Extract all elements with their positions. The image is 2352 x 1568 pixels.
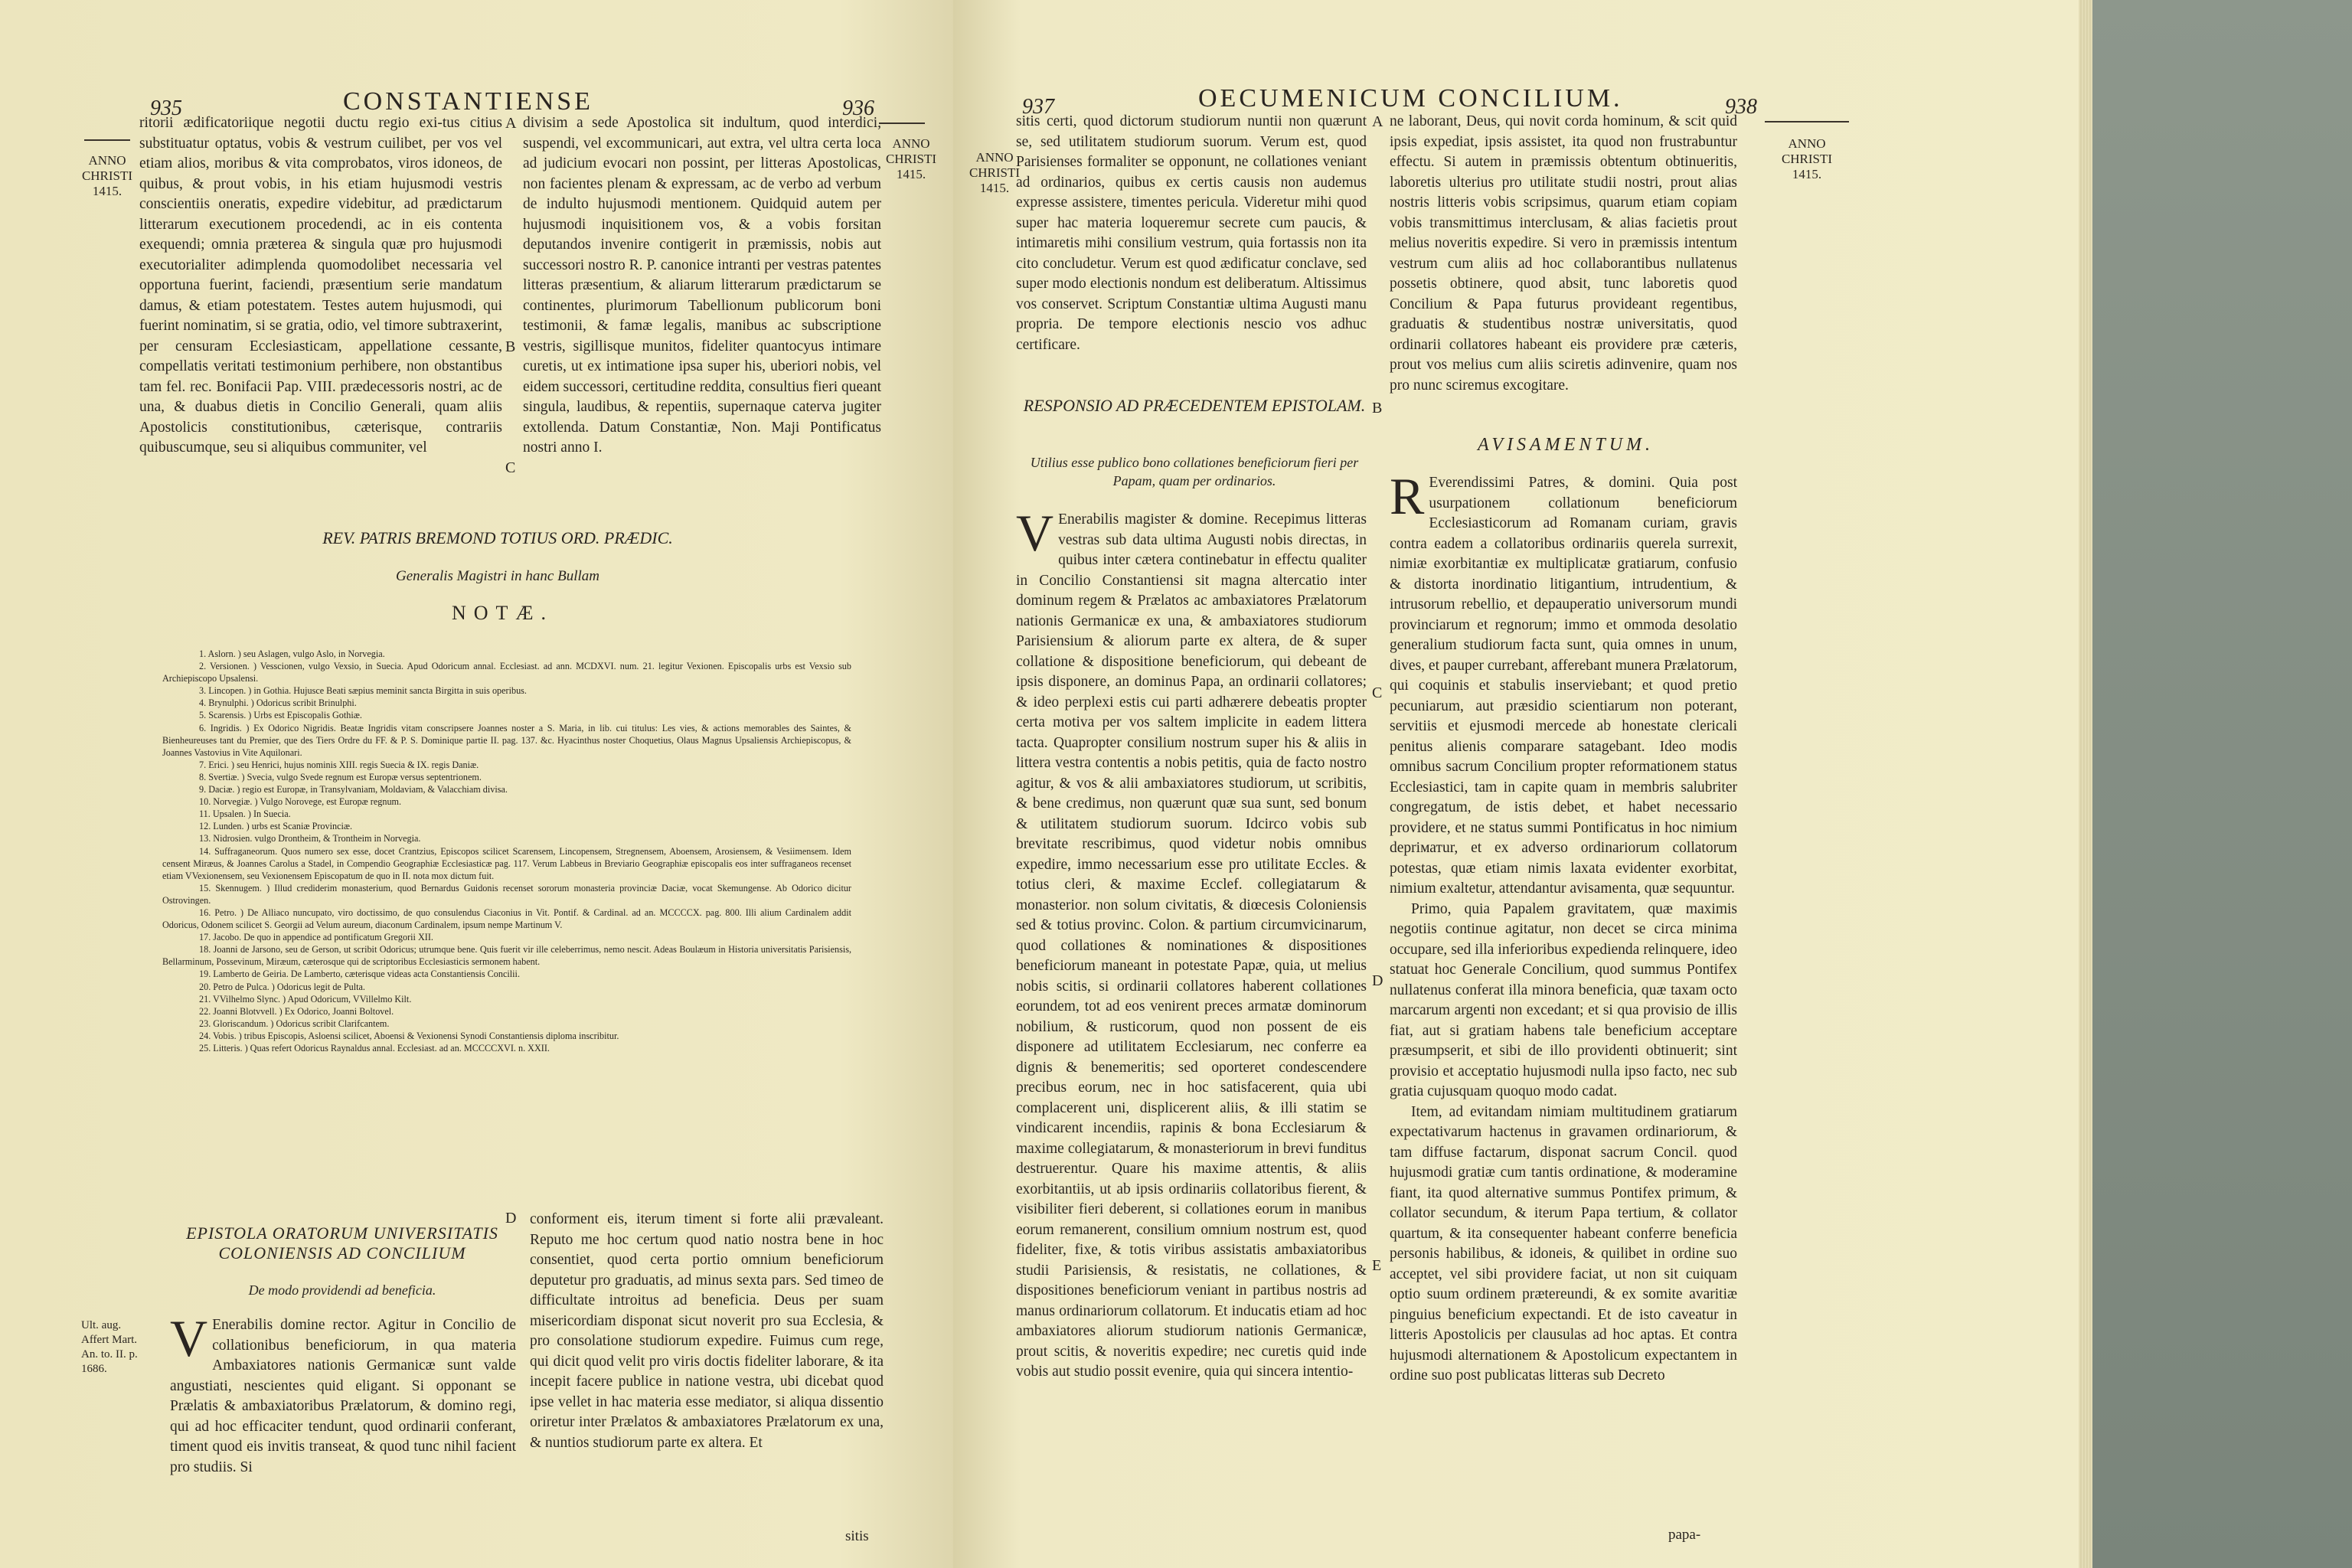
responsio-subheading: Utilius esse publico bono collationes beneficiorum fieri per Papam, quam per ordinarios. bbox=[1030, 455, 1359, 488]
column-letter-d: D bbox=[1372, 972, 1383, 989]
avisamentum-heading: AVISAMENTUM. bbox=[1477, 435, 1655, 455]
note-item: 25. Litteris. ) Quas refert Odoricus Raynaldus annal. Ecclesiast. ad an. MCCCCXVI. n. XXII. bbox=[199, 1043, 550, 1054]
epistola-margin-reference: Ult. aug. Affert Mart. An. to. II. p. 1686. bbox=[81, 1319, 138, 1375]
note-item: 1. Aslorn. ) seu Aslagen, vulgo Aslo, in Norvegia. bbox=[199, 648, 385, 659]
column-letter-c: C bbox=[505, 459, 516, 476]
avisamentum-paragraph-1-text: Everendissimi Patres, & domini. Quia post usurpationem collationum beneficiorum Ecclesiasticorum ad Romanam curiam, gravis contra eadem a collatoribus ordinariis querela surrexit, nimiæ exorbitantiæ ex multiplicatæ gratiarum, confusio & distorta inordinatio litigantium, intrudentium, & intrusorum rebellio, et depauperatio universorum mundi provinciarum et regnorum; immo et ommoda desolatio generalium studiorum facta sunt, quia omnes in unum, dives, et pauper currebant, afferebant munera Prælatorum, qui coquinis et stabulis inserviebant; et quod pretio pecuniarum, aut præsidio scientiarum non poterant, servitiis et ejusmodi mercede ab honestate clericali penitus alienis comparare satagebant. Ideo modis omnibus sacrum Concilium propter reformationem status Ecclesiastici, tam in capite quam in membris salubriter congregatum, de istis debet, et habet necessario providere, et ne status summi Pontificatus in hoc nimium depriматur, et ex adverso ordinariorum collatorum potestas, quæ etiam nimis laxata evidenter exorbitat, nimium exaltetur, attendantur avisamenta, quæ sequuntur. bbox=[1390, 475, 1737, 897]
right-page-number-937: 937 bbox=[1022, 95, 1054, 119]
left-col1-text: ritorii ædificatoriique negotii ductu regio exi-tus citius substituatur optatus, vobis & vestrum cuilibet, per vos vel etiam alios, moribus & vita comprobatos, viros idoneos, de quibus, & prout vobis, in his etiam hujusmodi vestris conscientiis oneratis, expedire videbitur, ad prædictarum litterarum executionem procedendi, ac in eis contenta exequendi; omnia præterea & singula quæ pro hujusmodi executorialiter adimplenda quomodolibet necessaria vel opportuna fuerint, faciendi, præsentium serie mandatum damus, & etiam potestatem. Testes autem hujusmodi, qui fuerint nominatim, si se gratia, odio, vel timore subtraxerint, per censuram Ecclesiasticam, appellatione cessante, compellatis veritati testimonium perhibere, non obstantibus tam fel. rec. Bonifacii Pap. VIII. prædecessoris nostri, ac de una, & duabus dietis in Concilio Generali, quam aliis Apostolicis constitutionibus, cæterisque, contrariis quibuscumque, seu si aliquibus communiter, vel bbox=[139, 115, 502, 456]
catchword-papa: papa- bbox=[1668, 1527, 1701, 1543]
book-cover bbox=[2092, 0, 2352, 1568]
column-letter-a: A bbox=[505, 115, 517, 132]
margin-rule bbox=[84, 139, 130, 141]
note-item: 16. Petro. ) De Alliaco nuncupato, viro doctissimo, de quo consulendus Ciaconius in Vit. Pontif. & Cardinal. ad an. MCCCCX. pag. 800. Illi alium Cardinalem addit Odoricus, Odonem scilicet S. Georgii ad Velum aureum, diaconum Cardinalem, ipsum nempe Martinum V. bbox=[162, 906, 851, 931]
note-item: 20. Petro de Pulca. ) Odoricus legit de Pulta. bbox=[199, 981, 365, 992]
note-item: 8. Svertiæ. ) Svecia, vulgo Svede regnum est Europæ versus septentrionem. bbox=[199, 771, 482, 782]
margin-anno-christi-right: ANNO CHRISTI 1415. bbox=[885, 136, 937, 181]
epistola-subheading: De modo providendi ad beneficia. bbox=[248, 1282, 436, 1298]
running-header-constantiense: CONSTANTIENSE bbox=[343, 87, 593, 116]
left-col2-text: divisim a sede Apostolica sit indultum, quod interdici, suspendi, vel excommunicari, aut extra, vel ultra certa loca ad judicium evocari non possint, per litteras Apostolicas, non facientes plenam & expressam, ac de verbo ad verbum de indulto hujusmodi mentionem. Quidquid autem per hujusmodi inquisitionem vos, & a vobis forsitan deputandos invenire contigerit in præmissis, nobis aut successori nostro R. P. canonice intranti per vestras patentes litteras præsentium, & aliarum litterarum prædictarum se continentes, plurimorum Tabellionum publicorum boni testimonii, & famæ legalis, manibus ac subscriptione vestris, sigillisque munitos, fideliter quantocyus intimare curetis, ut ex intimatione ipsa super his, uberiori nobis, vel eidem successori, certitudine reddita, consultius fieri queant singula, laudibus, & repentiis, supernaque caterva jugiter extollenda. Datum Constantiæ, Non. Maji Pontificatus nostri anno I. bbox=[523, 115, 881, 456]
margin-anno-christi-left: ANNO CHRISTI 1415. bbox=[969, 150, 1021, 195]
column-letter-b: B bbox=[1372, 400, 1383, 416]
dropcap-r: R bbox=[1390, 473, 1425, 525]
catchword-sitis: sitis bbox=[845, 1528, 869, 1544]
avisamentum-text bbox=[1390, 473, 1737, 1514]
note-item: 12. Lunden. ) urbs est Scaniæ Provinciæ. bbox=[199, 821, 353, 832]
right-col2-text: ne laborant, Deus, qui novit corda hominum, & scit quid ipsis expediat, ipsis assistet, ita quod non frustrabuntur effectu. Si autem in præmissis obtentum obtinueritis, laboretis ulterius pro utilitate studii nostri, prout alias nostris litteris vobis scripsimus, quarum etiam copiam vobis transmittimus interclusam, & alias facietis prout melius noveritis expedire. Si vero in præmissis intentum vestrum cum aliis ad hoc collaborantibus nullatenus possetis obtinere, quod absit, tunc laboretis quod Concilium & Papa futurus provideant regentibus, graduatis & studentibus nostræ universitatis, quod ordinarii collatores habeant eis providere præ cæteris, prout vos melius cum aliis sciretis adinvenire, quam nos pro nunc sciremus excogitare. bbox=[1390, 113, 1737, 394]
note-item: 4. Brynulphi. ) Odoricus scribit Brinulphi. bbox=[199, 697, 357, 709]
note-item: 23. Gloriscandum. ) Odoricus scribit Clarifcantem. bbox=[199, 1018, 390, 1029]
responsio-heading: RESPONSIO AD PRÆCEDENTEM EPISTOLAM. bbox=[1023, 396, 1366, 415]
note-item: 13. Nidrosien. vulgo Drontheim, & Trontheim in Norvegia. bbox=[199, 833, 421, 844]
right-page-number-938: 938 bbox=[1725, 95, 1757, 119]
note-item: 5. Scarensis. ) Urbs est Episcopalis Gothiæ. bbox=[199, 710, 362, 721]
note-item: 3. Lincopen. ) in Gothia. Hujusce Beati sæpius meminit sancta Birgitta in suis operibus. bbox=[199, 685, 527, 697]
avisamentum-paragraph-2: Primo, quia Papalem gravitatem, quæ maximis negotiis continue agitatur, non decet se circa minima occupare, sed illa inferioribus expedienda relinquere, ideo statuat hoc Generale Concilium, quod summus Pontifex nullatenus conferat illa minora beneficia, quæ taxam octo marcarum argenti non excedant; et si qua provisio de illis fiat, aut si gratiam habens tale beneficium acceptare præsumpserit, et sibi de illo providenti obtinuerit; sint provisio et acceptatio hujusmodi nulla ipso facto, nec sub gratia cujusquam quoquo modo cadat. bbox=[1390, 900, 1737, 1099]
column-letter-b: B bbox=[505, 338, 516, 355]
avisamentum-paragraph-3: Item, ad evitandam nimiam multitudinem gratiarum expectativarum hactenus in gravamen ordinariorum, & tam diffuse factarum, disponat sacrum Concil. quod hujusmodi gratiæ cum tantis ordinatione, & moderamine fiant, ita quod alternative summus Pontifex primum, & collator secundum, & iterum Papa tertium, & collator quartum, & ita consequenter habeant conferre beneficia personis habilibus, & idoneis, & quilibet in ordine suo acceptet, vel sibi providere faciat, ut non sit cuiquam optio suum ordinem prætereundi, & ex somite avaritiæ pinguius beneficium expectandi. Et de isto caveatur in litteris Apostolicis per clausulas ad hoc aptas. Et contra hujusmodi alternationem & Apostolicum expectantem in ordine suo post publicatas litteras sub Decreto bbox=[1390, 1103, 1737, 1383]
note-item: 14. Suffraganeorum. Quos numero sex esse, docet Crantzius, Episcopos scilicet Scarensem, Lincopensem, Stregnensem, Aboensem, Arosiensem, & Vesiimensem. Idem censent Miræus, & Joannes Carolus a Stadel, in Compendio Geographiæ Ecclesiasticæ pag. 117. Verum Labbeus in Breviario Geographiæ episcopalis eos inter suffraganeos recenset etiam VVexionensem, seu Vexionensem Episcopatum de quo in II. nota mox dictum fuit. bbox=[162, 845, 851, 881]
column-letter-d: D bbox=[505, 1210, 517, 1227]
right-col1-text: sitis certi, quod dictorum studiorum nuntii non quærunt se, sed utilitatem studiorum suorum. Verum est, quod Parisienses formaliter se opponunt, ne collationes veniant ad ordinarios, quibus ex certis causis non audemus expresse assistere, timentes pericula. Videretur mihi quod super hac materia loqueremur secrete cum paucis, & intimaretis mihi consilium vestrum, quia fortassis non ita cito concludetur. Verum est quod ædificatur conclave, sed super modo electionis nondum est deliberatum. Altissimus vos conservet. Scriptum Constantiæ ultima Augusti manu propria. De tempore electionis nescio vos adhuc certificare. bbox=[1016, 113, 1367, 353]
epistola-col1 bbox=[170, 1315, 516, 1545]
epistola-col2: conforment eis, iterum timent si forte alii prævaleant. Reputo me hoc certum quod natio nostra bene in hoc consentiet, quod certa portio omnium beneficiorum deputetur pro graduatis, ad minus sexta pars. Sed timeo de difficultate introitus ad beneficia. Deus per suam misericordiam disponat sicut noverit pro sua Ecclesia, & pro consolatione studiorum expedire. Fuimus cum rege, qui dicit quod velit pro viris doctis fideliter laborare, & ita incepit facere publice in natione vestra, ubi dicebat quod ipse vellet in hac materia esse mediator, si aliqua dissentio oriretur inter Prælatos & ambaxiatores Prælatorum ex una, & nuntios studiorum parte ex altera. Et bbox=[530, 1211, 884, 1451]
note-item: 21. VVilhelmo Slync. ) Apud Odoricum, VVillelmo Kilt. bbox=[199, 993, 412, 1004]
note-item: 9. Daciæ. ) regio est Europæ, in Transylvaniam, Moldaviam, & Valacchiam divisa. bbox=[199, 784, 508, 795]
margin-rule bbox=[1765, 121, 1849, 122]
right-page bbox=[953, 0, 2079, 1568]
note-item: 15. Skennugem. ) Illud crediderim monasterium, quod Bernardus Guidonis recenset sororum monasteria provinciæ Daciæ, vocat Skemungense. Ab Odorico dicitur Ostrovingen. bbox=[162, 882, 851, 906]
margin-anno-christi-left: ANNO CHRISTI 1415. bbox=[81, 153, 133, 198]
note-item: 7. Erici. ) seu Henrici, hujus nominis XIII. regis Suecia & IX. regis Daniæ. bbox=[199, 759, 479, 770]
epistola-col1-text: Enerabilis domine rector. Agitur in Concilio de collationibus beneficiorum, in qua materia Ambaxiatores nationis Germanicæ sunt valde angustiati, nescientes quid eligant. Si opponant se Prælatis & ambaxiatoribus Prælatorum, & domino regi, qui ad hoc efficaciter tendunt, quod ordinarii conferant, timent quod eis invitis transeat, & quod tunc nihil facient pro studiis. Si bbox=[170, 1317, 516, 1475]
left-page bbox=[0, 0, 953, 1568]
column-letter-a: A bbox=[1372, 113, 1383, 130]
left-page-number-936: 936 bbox=[842, 96, 874, 120]
note-item: 24. Vobis. ) tribus Episcopis, Asloensi scilicet, Aboensi & Vexionensi Synodi Constantiensis diploma inscribitur. bbox=[199, 1030, 619, 1041]
left-page-number-935: 935 bbox=[150, 96, 182, 120]
note-item: 22. Joanni Blotvvell. ) Ex Odorico, Joanni Boltovel. bbox=[199, 1005, 394, 1017]
note-item: 18. Joanni de Jarsono, seu de Gerson, ut scribit Odoricus; utrumque bene. Quis fuerit vir ille celeberrimus, nemo nescit. Adeas Boulæum in Historia universitatis Parisiensis, Bellarminum, Possevinum, Miræum, cæterosque qui de scriptoribus Ecclesiasticis sermonem habent. bbox=[162, 944, 851, 968]
notes-subheading: Generalis Magistri in hanc Bullam bbox=[396, 568, 599, 584]
notae-title: NOTÆ. bbox=[452, 602, 554, 624]
note-item: 11. Upsalen. ) In Suecia. bbox=[199, 808, 291, 820]
note-item: 17. Jacobo. De quo in appendice ad pontificatum Gregorii XII. bbox=[199, 932, 433, 943]
column-letter-e: E bbox=[1372, 1257, 1382, 1274]
running-header-oecumenicum: OECUMENICUM CONCILIUM. bbox=[1198, 84, 1623, 113]
notes-heading: REV. PATRIS BREMOND TOTIUS ORD. PRÆDIC. bbox=[322, 528, 673, 547]
note-item: 10. Norvegiæ. ) Vulgo Norovege, est Europæ regnum. bbox=[199, 796, 402, 808]
responsio-text bbox=[1016, 510, 1367, 1522]
note-item: 6. Ingridis. ) Ex Odorico Nigridis. Beatæ Ingridis vitam conscripsere Joannes noster a S. Maria, in lib. cui titulus: Les vies, & actions memorables des Saintes, & Bienheureuses tant du Premier, que des Tiers Ordre du FF. & P. S. Dominique partie II. pag. 137. &c. Hyacinthus noster Choquetius, Olaus Magnus Upsaliensis Archiepiscopus, & Joannes Vastovius in Vite Aquilonari. bbox=[162, 722, 851, 758]
page-edges bbox=[2079, 0, 2092, 1568]
note-item: 2. Versionen. ) Vesscionen, vulgo Vexsio, in Suecia. Apud Odoricum annal. Ecclesiast. ad ann. MCDXVI. num. 21. legitur Vexionen. Episcopalis urbs est Vexsio sub Archiepiscopo Upsalensi. bbox=[162, 661, 851, 684]
column-letter-c: C bbox=[1372, 684, 1383, 701]
dropcap-v: V bbox=[1016, 510, 1054, 562]
epistola-heading: EPISTOLA ORATORUM UNIVERSITATIS COLONIENSIS AD CONCILIUM bbox=[186, 1223, 498, 1263]
avisamentum-paragraph-1 bbox=[1390, 473, 1737, 900]
dropcap-v: V bbox=[170, 1315, 208, 1367]
note-item: 19. Lamberto de Geiria. De Lamberto, cæterisque videas acta Constantiensis Concilii. bbox=[199, 969, 520, 980]
notes-list bbox=[162, 648, 851, 1180]
margin-rule bbox=[879, 122, 925, 124]
margin-anno-christi-right: ANNO CHRISTI 1415. bbox=[1781, 136, 1833, 181]
responsio-body: Enerabilis magister & domine. Recepimus litteras vestras sub data ultima Augusti nobis directas, in quibus inter cætera continebatur in effectu qualiter in Concilio Constantiensi sit magna altercatio inter dominum regem & Prælatos ac ambaxiatores Prælatorum nationis Germanicæ ex una, & ambaxiatores studiorum Parisiensium & aliorum parte ex altera, de & super collatione & dispositione beneficiorum, qui debeant de ipsis disponere, an dominus Papa, an ordinarii collatores; & ideo perplexi estis cui parti adhærere debeatis propter certa motiva per vos saltem implicite in eadem littera tacta. Quapropter consilium nostrum super his & aliis in littera vestra contentis a nobis petitis, quia de facto nostro agitur, & vos & alii ambaxiatores studiorum, ut scribitis, & bene credimus, non quærunt quæ sua sunt, sed bonum & utilitatem studiorum suorum. Idcirco vobis sub brevitate rescribimus, quod videtur nobis omnibus expedire, immo necessarium esse pro utilitate Eccles. & totius cleri, & maxime Ecclef. collegiatarum & monasterior. non solum civitatis, & diœcesis Coloniensis sed & totius provinc. Colon. & partium circumvicinarum, quod collationes & nominationes & dispositiones beneficiorum maneant in potestate Papæ, quia, ut melius nobis scitis, si ordinarii collatores haberent collationes eorundem, tot ad eos venirent preces armatæ dominorum nobilium, & rusticorum, quod non possent de eis disponere ad utilitatem Ecclesiarum, nec conferre ea dignis & benemeritis; sed oporteret condescendere precibus eorum, nec in hoc satisfacerent, quia ubi complacerent uni, displicerent aliis, & illi statim se vindicarent incendiis, rapinis & bona Ecclesiarum & maxime collegiatarum, & monasteriorum in brevi funditus destruerentur. Quare his maxime attentis, & aliis exorbitantiis, ut ab ipsis ordinariis collatoribus fierent, & visibiliter fieri deberent, si collationes eorum in manibus eorum remanerent, consilium omnium nostrum est, quod fideliter, fixe, & totis viribus assistatis ambaxiatoribus studii Parisiensis, & resistatis, ne collationes, & dispositiones beneficiorum veniant in partibus nostris ad manus ordinariorum collatorum. Et inducatis etiam ad hoc ambaxiatores aliorum studiorum nationis Germanicæ, prout scitis, & noveritis expedire; nec curetis quid inde vobis aut studio possit evenire, quia qui sincera intentio- bbox=[1016, 511, 1367, 1380]
